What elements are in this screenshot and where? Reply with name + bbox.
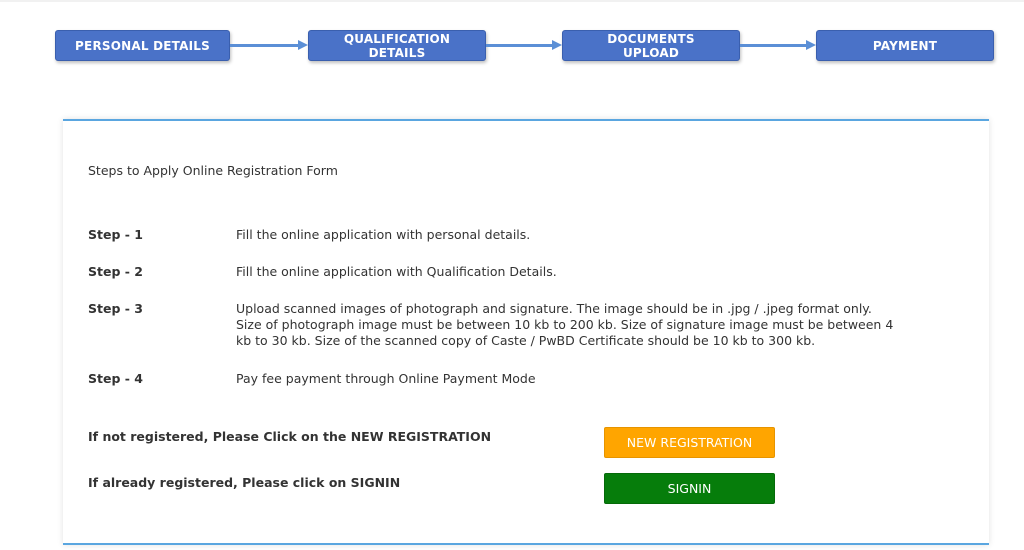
- progress-step-payment: PAYMENT: [816, 30, 994, 61]
- registration-info-card: [63, 119, 989, 545]
- step-label: Step - 4: [88, 371, 143, 386]
- signin-button[interactable]: SIGNIN: [604, 473, 775, 504]
- progress-arrow-3: [740, 44, 807, 47]
- step-text: Upload scanned images of photograph and signature. The image should be in .jpg / .jpeg format only. Size of photograph image must be between 10 kb to 200 kb. Size of signature image must be between 4 kb to 30 kb. Size of the scanned copy of Caste / PwBD Certificate should be 10 kb to 300 kb.: [236, 301, 894, 348]
- step-text: Fill the online application with personal details.: [236, 227, 531, 242]
- progress-arrow-2: [486, 44, 553, 47]
- arrow-right-icon: [806, 40, 816, 50]
- arrow-right-icon: [552, 40, 562, 50]
- already-registered-text: If already registered, Please click on SIGNIN: [88, 475, 401, 490]
- progress-step-qualification-details: QUALIFICATION DETAILS: [308, 30, 486, 61]
- step-text: Fill the online application with Qualification Details.: [236, 264, 557, 279]
- not-registered-text: If not registered, Please Click on the NEW REGISTRATION: [88, 429, 492, 444]
- progress-arrow-1: [230, 44, 299, 47]
- new-registration-button[interactable]: NEW REGISTRATION: [604, 427, 775, 458]
- step-label: Step - 1: [88, 227, 143, 242]
- step-label: Step - 3: [88, 301, 143, 316]
- progress-step-documents-upload: DOCUMENTS UPLOAD: [562, 30, 740, 61]
- step-label: Step - 2: [88, 264, 143, 279]
- step-text: Pay fee payment through Online Payment Mode: [236, 371, 536, 386]
- progress-step-personal-details: PERSONAL DETAILS: [55, 30, 230, 61]
- card-title: Steps to Apply Online Registration Form: [88, 163, 338, 178]
- progress-steps: [0, 0, 1024, 80]
- arrow-right-icon: [298, 40, 308, 50]
